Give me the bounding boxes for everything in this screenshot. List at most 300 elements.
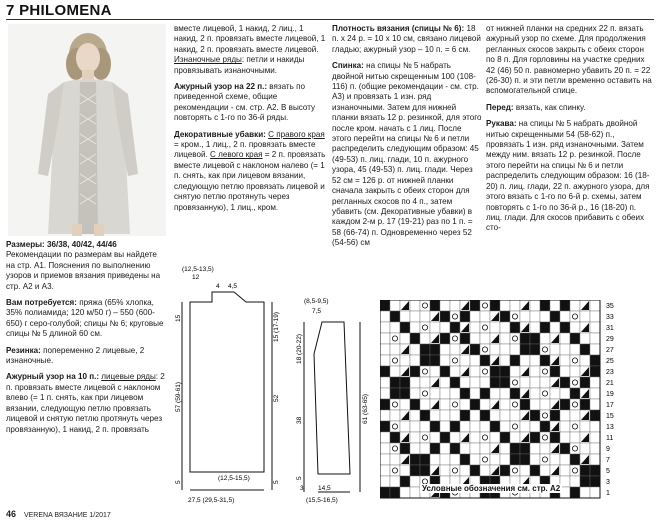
chart-cell [480, 399, 490, 410]
chart-cell [380, 487, 390, 498]
chart-cell [500, 300, 510, 311]
lace10-label: Ажурный узор на 10 п.: [6, 372, 100, 382]
sleeve-top-meas: (8,5-9,5) [304, 298, 329, 305]
chart-cell [560, 399, 570, 410]
chart-cell [580, 377, 590, 388]
page-title: 7 PHILOMENA [6, 2, 112, 19]
back-right-top: 15 (17-19) [273, 312, 280, 342]
lace10-block [6, 372, 166, 434]
chart-cell [450, 388, 460, 399]
sleeve-outline [314, 322, 350, 474]
sizes-label: Размеры: [6, 240, 45, 249]
chart-cell [590, 476, 600, 487]
chart-cell [560, 377, 570, 388]
chart-cell [570, 300, 580, 311]
chart-cell [530, 333, 540, 344]
chart-cell [520, 377, 530, 388]
chart-cell [590, 432, 600, 443]
chart-cell [590, 366, 600, 377]
chart-cell [450, 421, 460, 432]
chart-cell [540, 355, 550, 366]
chart-cell [560, 344, 570, 355]
chart-cell [420, 322, 430, 333]
chart-cell [440, 388, 450, 399]
decrease-left-text: = 2 п. провязать вместе лицевой с наклоном налево (= 1 п. снять, как при лицевом вязании, следующую петлю провязать лицевой и снятую петлю протянуть через провязанную), 1 лиц., кром. [174, 150, 326, 212]
chart-cell [400, 487, 410, 498]
chart-cell [540, 300, 550, 311]
back-block [332, 61, 482, 248]
chart-cell [530, 377, 540, 388]
chart-cell [420, 465, 430, 476]
chart-cell [510, 465, 520, 476]
chart-cell [480, 344, 490, 355]
chart-cell [410, 366, 420, 377]
back-mid-val1: 4 [216, 283, 220, 290]
chart-cell [550, 454, 560, 465]
chart-cell [470, 388, 480, 399]
chart-cell [460, 399, 470, 410]
chart-cell [500, 355, 510, 366]
chart-cell [500, 443, 510, 454]
chart-cell [390, 443, 400, 454]
chart-cell [550, 300, 560, 311]
chart-cell [510, 344, 520, 355]
chart-row-label: 29 [606, 336, 614, 343]
chart-cell [410, 300, 420, 311]
chart-cell [410, 311, 420, 322]
chart-cell [450, 432, 460, 443]
chart-cell [520, 344, 530, 355]
chart-cell [460, 410, 470, 421]
chart-cell [560, 322, 570, 333]
chart-cell [500, 344, 510, 355]
knitting-chart [380, 300, 656, 500]
chart-cell [420, 432, 430, 443]
chart-cell [390, 465, 400, 476]
column-4 [486, 24, 654, 240]
chart-cell [430, 366, 440, 377]
chart-cell [560, 311, 570, 322]
chart-cell [530, 366, 540, 377]
chart-row-label: 15 [606, 413, 614, 420]
chart-cell [480, 454, 490, 465]
chart-row-labels [606, 303, 614, 497]
chart-cell [550, 410, 560, 421]
chart-cell [530, 355, 540, 366]
chart-cell [480, 300, 490, 311]
chart-cell [560, 388, 570, 399]
chart-cell [500, 322, 510, 333]
chart-cell [500, 410, 510, 421]
chart-cell [470, 333, 480, 344]
chart-cell [590, 311, 600, 322]
chart-cell [390, 322, 400, 333]
chart-cell [480, 322, 490, 333]
chart-cell [530, 322, 540, 333]
chart-cell [390, 476, 400, 487]
title-divider [6, 19, 654, 20]
chart-cell [590, 344, 600, 355]
chart-cell [460, 465, 470, 476]
chart-cell [500, 333, 510, 344]
decrease-left-sub: С левого края [210, 150, 263, 160]
decrease-block [174, 130, 328, 213]
chart-cell [460, 377, 470, 388]
chart-cell [420, 333, 430, 344]
chart-cell [450, 465, 460, 476]
chart-cell [560, 366, 570, 377]
chart-cell [490, 322, 500, 333]
chart-cell [390, 410, 400, 421]
chart-cell [590, 333, 600, 344]
chart-cell [500, 421, 510, 432]
decrease-right-text: = кром., 1 лиц., 2 п. провязать вместе лицевой. [174, 140, 316, 160]
chart-cell [500, 454, 510, 465]
chart-cell [570, 421, 580, 432]
chart-cell [470, 465, 480, 476]
chart-cell [380, 432, 390, 443]
chart-cell [510, 432, 520, 443]
chart-cell [430, 410, 440, 421]
chart-cell [480, 311, 490, 322]
chart-cell [490, 300, 500, 311]
chart-cell [590, 443, 600, 454]
chart-cell [580, 443, 590, 454]
chart-cell [500, 388, 510, 399]
chart-cell [570, 443, 580, 454]
chart-cell [570, 377, 580, 388]
chart-cell [530, 388, 540, 399]
back-bottom-meas: 27,5 (29,5-31,5) [188, 497, 235, 504]
chart-cell [470, 377, 480, 388]
chart-legend: Условные обозначения см. стр. А2 [422, 484, 561, 493]
chart-cell [450, 377, 460, 388]
chart-row-label: 1 [606, 490, 610, 497]
column-2 [174, 24, 328, 219]
chart-cell [560, 300, 570, 311]
chart-row-label: 9 [606, 446, 610, 453]
chart-cell [490, 454, 500, 465]
chart-cell [430, 355, 440, 366]
chart-cell [450, 399, 460, 410]
chart-cell [420, 366, 430, 377]
chart-cell [390, 454, 400, 465]
chart-cell [570, 432, 580, 443]
chart-cell [460, 311, 470, 322]
chart-cell [450, 344, 460, 355]
chart-cell [510, 355, 520, 366]
chart-cell [580, 421, 590, 432]
chart-cell [520, 355, 530, 366]
chart-cell [510, 388, 520, 399]
chart-cell [420, 300, 430, 311]
back-top-left-val: 12 [192, 274, 200, 281]
chart-cell [540, 432, 550, 443]
chart-cell [380, 333, 390, 344]
chart-cell [440, 432, 450, 443]
chart-cell [580, 333, 590, 344]
chart-cell [580, 344, 590, 355]
chart-cell [430, 344, 440, 355]
chart-row-label: 17 [606, 402, 614, 409]
chart-cell [570, 344, 580, 355]
chart-cell [530, 344, 540, 355]
chart-cell [500, 432, 510, 443]
chart-cell [490, 366, 500, 377]
chart-cell [380, 311, 390, 322]
chart-cell [430, 454, 440, 465]
chart-cell [500, 465, 510, 476]
chart-cell [510, 399, 520, 410]
chart-cell [420, 311, 430, 322]
chart-cell [440, 443, 450, 454]
lace10-text: : 2 п. провязать вместе лицевой с наклоном влево (= 1 п. снять, как при лицевом вязании, следующую петлю провязать лицевой и снятую петлю протянуть через провязанную), 1 накид, 2 п. провязать [6, 372, 165, 434]
back-left-top: 15 [175, 314, 182, 322]
chart-cell [410, 421, 420, 432]
lace10-cont [174, 24, 328, 76]
chart-cell [380, 421, 390, 432]
chart-cell [580, 487, 590, 498]
chart-cell [530, 421, 540, 432]
chart-cell [400, 322, 410, 333]
chart-cell [390, 399, 400, 410]
chart-cell [390, 432, 400, 443]
back-label: Спинка: [332, 61, 364, 71]
chart-cell [380, 454, 390, 465]
chart-cell [430, 432, 440, 443]
chart-cell [520, 421, 530, 432]
chart-cell [570, 487, 580, 498]
chart-cell [420, 454, 430, 465]
chart-cell [470, 454, 480, 465]
chart-cell [390, 355, 400, 366]
chart-cell [380, 344, 390, 355]
chart-cell [540, 443, 550, 454]
chart-cell [390, 421, 400, 432]
chart-row-label: 11 [606, 435, 614, 442]
chart-cell [530, 432, 540, 443]
chart-cell [590, 377, 600, 388]
chart-cell [410, 465, 420, 476]
chart-cell [410, 454, 420, 465]
chart-cell [420, 421, 430, 432]
decrease-label: Декоративные убавки: [174, 129, 266, 139]
chart-cell [510, 366, 520, 377]
chart-cell [390, 300, 400, 311]
page-number: 46 [6, 509, 17, 519]
chart-cell [380, 388, 390, 399]
sleeve-left-bottom: 5 [296, 476, 303, 480]
chart-cell [410, 410, 420, 421]
chart-cell [550, 432, 560, 443]
materials-text: пряжа (65% хлопка, 35% полиамида; 120 м/50 г) – 550 (600-650) г серо-голубой; спицы № 6; круговые спицы № 5 длиной 60 см. [6, 298, 164, 339]
chart-cell [400, 388, 410, 399]
chart-cell [480, 465, 490, 476]
chart-cell [380, 399, 390, 410]
chart-cell [390, 388, 400, 399]
chart-cell [540, 344, 550, 355]
chart-cell [390, 377, 400, 388]
chart-cell [480, 333, 490, 344]
chart-row-label: 27 [606, 347, 614, 354]
back-cont-text: от нижней планки на средних 22 п. вязать ажурный узор по схеме. Для продолжения регланных скосов закрыть с обеих сторон по 8 п. Для горловины на участке средних 42 (46) 50 п. равномерно убавить 20 п. = 22 (26-30) п. и эти петли временно оставить на вспомогательной спице. [486, 24, 652, 96]
chart-cell [560, 421, 570, 432]
chart-cell [420, 355, 430, 366]
chart-cell [500, 399, 510, 410]
chart-cell [490, 432, 500, 443]
chart-cell [590, 465, 600, 476]
chart-cell [540, 454, 550, 465]
chart-cell [590, 388, 600, 399]
chart-cell [410, 487, 420, 498]
chart-cell [440, 410, 450, 421]
lace22-label: Ажурный узор на 22 п.: [174, 82, 268, 92]
chart-cell [580, 465, 590, 476]
chart-cell [560, 355, 570, 366]
sleeve-block [486, 119, 654, 233]
chart-cell [400, 421, 410, 432]
chart-cell [590, 399, 600, 410]
chart-cell [560, 454, 570, 465]
chart-cell [430, 388, 440, 399]
chart-cell [440, 421, 450, 432]
chart-cell [440, 399, 450, 410]
gauge-label: Плотность вязания (спицы № 6): [332, 24, 465, 33]
chart-row-label: 31 [606, 325, 614, 332]
chart-cell [490, 344, 500, 355]
chart-cell [550, 344, 560, 355]
chart-cell [410, 344, 420, 355]
chart-cell [430, 322, 440, 333]
chart-cell [440, 300, 450, 311]
chart-cell [540, 333, 550, 344]
chart-cell [450, 300, 460, 311]
chart-cell [570, 454, 580, 465]
column-3 [332, 24, 482, 255]
chart-cell [450, 443, 460, 454]
page-footer [6, 509, 111, 519]
chart-cell [440, 465, 450, 476]
chart-cell [430, 421, 440, 432]
sleeve-left-main: 38 [296, 416, 303, 424]
chart-cell [550, 366, 560, 377]
front-text: вязать, как спинку. [515, 102, 586, 112]
chart-cell [510, 410, 520, 421]
chart-cell [470, 366, 480, 377]
chart-cell [400, 443, 410, 454]
chart-cell [450, 322, 460, 333]
chart-cell [400, 377, 410, 388]
lace10-sub: лицевые ряды [101, 372, 156, 382]
chart-cell [550, 388, 560, 399]
chart-cell [580, 311, 590, 322]
chart-cell [590, 322, 600, 333]
chart-cell [560, 432, 570, 443]
chart-cell [540, 399, 550, 410]
model-photo-icon [8, 24, 166, 236]
chart-cell [380, 377, 390, 388]
chart-cell [400, 355, 410, 366]
chart-cell [410, 399, 420, 410]
chart-cell [460, 443, 470, 454]
chart-row-label: 21 [606, 380, 614, 387]
chart-cell [440, 366, 450, 377]
lace10-cont-text: вместе лицевой, 1 накид, 2 лиц., 1 накид, 2 п. провязать вместе лицевой, 1 накид, 2 п. провязать вместе лицевой. [174, 24, 326, 54]
chart-cell [530, 465, 540, 476]
chart-cell [480, 432, 490, 443]
chart-cell [560, 465, 570, 476]
chart-cell [450, 355, 460, 366]
rib-label: Резинка: [6, 345, 41, 355]
chart-cell [590, 355, 600, 366]
materials-block [6, 298, 166, 340]
chart-cell [380, 366, 390, 377]
lace22-text: вязать по приведенной схеме, общие рекомендации - см. стр. А2. В высоту повторять с 1-го по 36-й ряды. [174, 82, 316, 123]
chart-cell [500, 377, 510, 388]
chart-cell [570, 388, 580, 399]
chart-cell [520, 443, 530, 454]
chart-cell [440, 311, 450, 322]
chart-cell [390, 344, 400, 355]
materials-label: Вам потребуется: [6, 298, 77, 308]
chart-cell [410, 476, 420, 487]
chart-cell [530, 454, 540, 465]
chart-cell [390, 366, 400, 377]
chart-cell [470, 421, 480, 432]
chart-cell [480, 355, 490, 366]
chart-row-label: 23 [606, 369, 614, 376]
chart-cell [410, 443, 420, 454]
chart-cell [420, 410, 430, 421]
chart-cell [400, 476, 410, 487]
chart-cell [540, 311, 550, 322]
chart-cell [510, 333, 520, 344]
chart-cell [540, 377, 550, 388]
chart-cell [570, 333, 580, 344]
back-cont-block [486, 24, 654, 97]
back-top-meas: (12,5-13,5) [182, 266, 214, 273]
back-outline [190, 292, 264, 472]
chart-cell [510, 421, 520, 432]
lace22-block [174, 82, 328, 124]
sleeve-bottom-left: 3 [300, 485, 304, 492]
chart-cell [500, 311, 510, 322]
chart-cell [560, 410, 570, 421]
chart-cell [560, 333, 570, 344]
chart-cell [400, 465, 410, 476]
chart-cell [580, 355, 590, 366]
back-right-bottom: 5 [273, 480, 280, 484]
chart-cell [570, 410, 580, 421]
sizes-block [6, 240, 166, 292]
chart-cell [520, 311, 530, 322]
back-left-main: 57 (59-61) [175, 382, 182, 412]
chart-cell [450, 333, 460, 344]
chart-cell [410, 355, 420, 366]
chart-cell [590, 410, 600, 421]
sizes-value: 36/38, 40/42, 44/46 [47, 240, 117, 249]
chart-cell [590, 454, 600, 465]
front-label: Перед: [486, 102, 514, 112]
chart-cell [440, 333, 450, 344]
chart-cell [470, 344, 480, 355]
chart-cell [410, 333, 420, 344]
chart-cell [440, 454, 450, 465]
chart-cell [540, 465, 550, 476]
magazine-name: VERENA ВЯЗАНИЕ 1/2017 [23, 512, 111, 519]
chart-cell [510, 454, 520, 465]
chart-cell [470, 355, 480, 366]
